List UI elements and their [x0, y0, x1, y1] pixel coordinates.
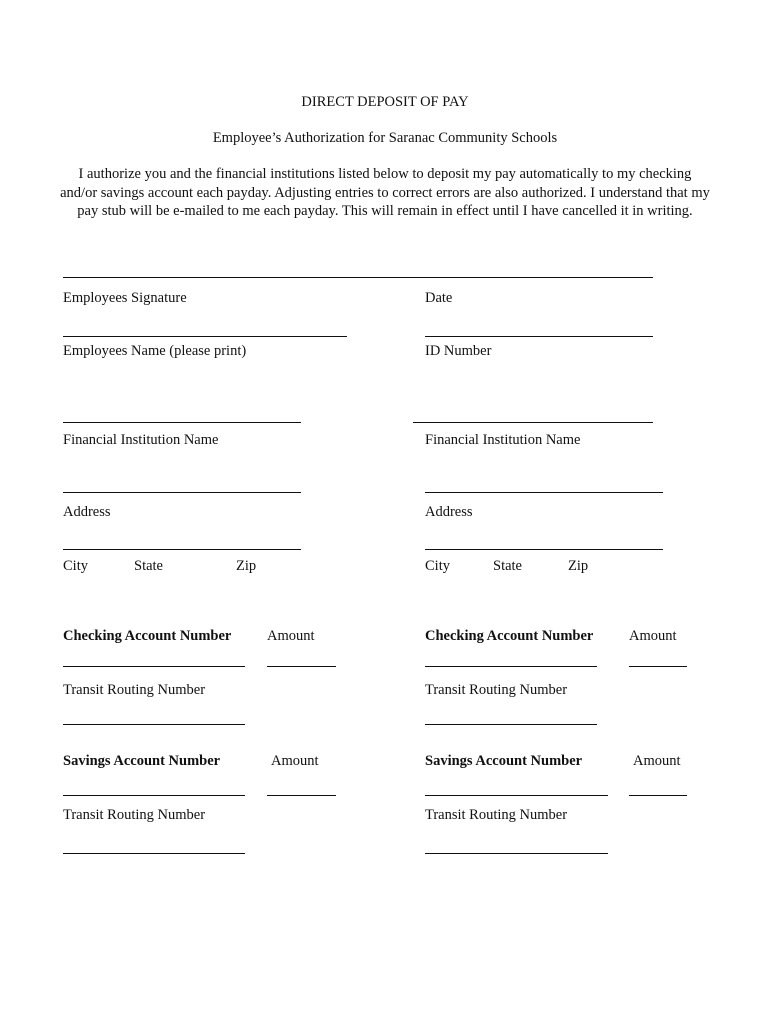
id-number-label: ID Number: [425, 343, 492, 359]
institution-2-address-line[interactable]: [425, 492, 663, 493]
institution-1-savings-routing-label: Transit Routing Number: [63, 807, 206, 823]
form-subtitle: Employee’s Authorization for Saranac Community Schools: [212, 130, 558, 146]
institution-1-zip-label: Zip: [236, 558, 257, 574]
institution-1-address-label: Address: [63, 504, 111, 520]
employee-name-label: Employees Name (please print): [63, 343, 247, 359]
institution-2-savings-routing-label: Transit Routing Number: [425, 807, 568, 823]
institution-1-checking-label: Checking Account Number: [63, 628, 232, 644]
institution-2-state-label: State: [493, 558, 522, 574]
institution-2-savings-number-line[interactable]: [425, 795, 608, 796]
date-label: Date: [425, 290, 453, 306]
institution-1-city-line[interactable]: [63, 549, 301, 550]
institution-2-savings-label: Savings Account Number: [425, 753, 583, 769]
institution-1-name-label: Financial Institution Name: [63, 432, 219, 448]
institution-2-checking-routing-line[interactable]: [425, 724, 597, 725]
institution-1-savings-routing-line[interactable]: [63, 853, 245, 854]
institution-1-checking-number-line[interactable]: [63, 666, 245, 667]
employee-signature-label: Employees Signature: [63, 290, 187, 306]
form-title: DIRECT DEPOSIT OF PAY: [301, 94, 469, 110]
institution-2-savings-amount-line[interactable]: [629, 795, 687, 796]
institution-1-savings-amount-line[interactable]: [267, 795, 336, 796]
institution-2-savings-amount-label: Amount: [633, 753, 681, 769]
institution-1-checking-amount-line[interactable]: [267, 666, 336, 667]
institution-2-checking-routing-label: Transit Routing Number: [425, 682, 568, 698]
institution-1-name-line[interactable]: [63, 422, 301, 423]
institution-2-checking-number-line[interactable]: [425, 666, 597, 667]
institution-1-state-label: State: [134, 558, 163, 574]
employee-signature-line[interactable]: [63, 277, 653, 278]
employee-name-line[interactable]: [63, 336, 347, 337]
institution-2-city-line[interactable]: [425, 549, 663, 550]
institution-2-name-line[interactable]: [413, 422, 653, 423]
institution-1-savings-label: Savings Account Number: [63, 753, 221, 769]
institution-1-checking-amount-label: Amount: [267, 628, 315, 644]
institution-2-name-label: Financial Institution Name: [425, 432, 581, 448]
institution-1-checking-routing-line[interactable]: [63, 724, 245, 725]
authorization-text: I authorize you and the financial institutions listed below to deposit my pay automatically to my checking and/or savings account each payday. Adjusting entries to correct errors are also authorized. I understand that my pay stub will be e-mailed to me each payday. This will remain in effect until I have cancelled it in writing.: [60, 166, 710, 219]
institution-2-city-label: City: [425, 558, 450, 574]
institution-1-savings-amount-label: Amount: [271, 753, 319, 769]
institution-2-checking-label: Checking Account Number: [425, 628, 594, 644]
institution-2-zip-label: Zip: [568, 558, 589, 574]
institution-2-checking-amount-line[interactable]: [629, 666, 687, 667]
institution-2-savings-routing-line[interactable]: [425, 853, 608, 854]
institution-1-savings-number-line[interactable]: [63, 795, 245, 796]
institution-2-checking-amount-label: Amount: [629, 628, 677, 644]
id-number-line[interactable]: [425, 336, 653, 337]
institution-1-city-label: City: [63, 558, 88, 574]
institution-2-address-label: Address: [425, 504, 473, 520]
institution-1-address-line[interactable]: [63, 492, 301, 493]
institution-1-checking-routing-label: Transit Routing Number: [63, 682, 206, 698]
